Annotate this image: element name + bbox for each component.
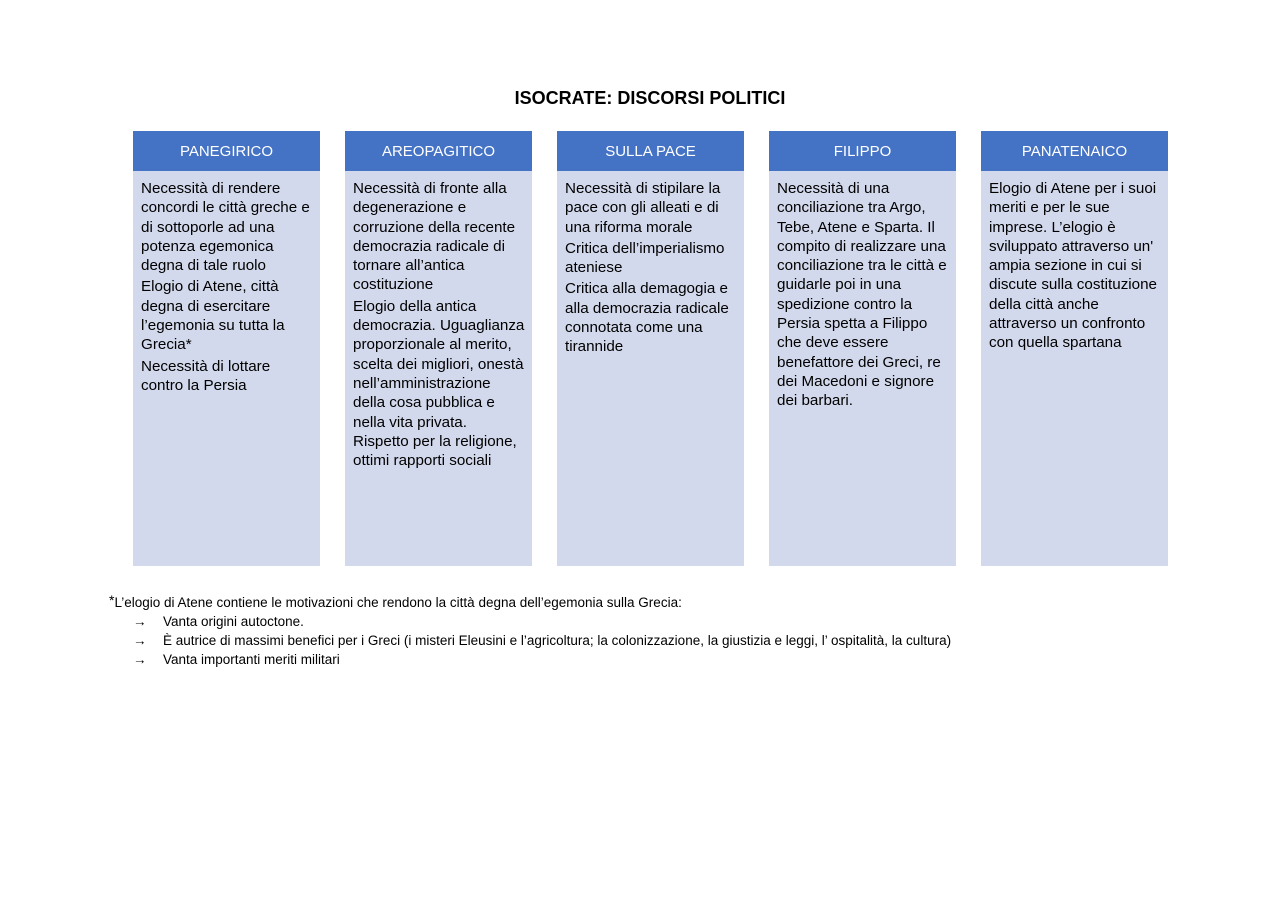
column-paragraph: Critica dell’imperialismo ateniese: [565, 239, 725, 277]
column-body: [557, 171, 744, 359]
column-paragraph: Elogio della antica democrazia. Uguaglianza proporzionale al merito, scelta dei migliori, onestà nell’amministrazione della cosa pubblica e nella vita privata. Rispetto per la religione, ottimi rapporti sociali: [353, 297, 525, 470]
column-header: FILIPPO: [769, 131, 956, 171]
footnote-item-text: Vanta origini autoctone.: [163, 614, 304, 629]
speeches-table: [133, 131, 1168, 566]
column-body: [345, 171, 532, 472]
column-areopagitico: [345, 131, 532, 566]
arrow-right-icon: →: [133, 633, 147, 648]
footnote-item: [133, 612, 951, 631]
column-paragraph: Elogio di Atene, città degna di esercitare l’egemonia su tutta la Grecia*: [141, 278, 285, 354]
column-header: PANEGIRICO: [133, 131, 320, 171]
column-header: AREOPAGITICO: [345, 131, 532, 171]
column-body: [133, 171, 320, 397]
footnote-item: [133, 631, 951, 650]
footnote-item-text: È autrice di massimi benefici per i Greci (i misteri Eleusini e l’agricoltura; la colonizzazione, la giustizia e leggi, l’ ospitalità, la cultura): [163, 633, 952, 648]
column-sulla-pace: [557, 131, 744, 566]
column-paragraph: Necessità di stipilare la pace con gli alleati e di una riforma morale: [565, 180, 721, 236]
column-panegirico: [133, 131, 320, 566]
footnote: [109, 591, 951, 669]
column-paragraph: Critica alla demagogia e alla democrazia radicale connotata come una tirannide: [565, 280, 729, 356]
column-body: [769, 171, 956, 413]
arrow-right-icon: →: [133, 614, 147, 629]
footnote-item: [133, 650, 951, 669]
column-body: [981, 171, 1168, 355]
column-paragraph: Necessità di lottare contro la Persia: [141, 357, 271, 394]
column-paragraph: Necessità di rendere concordi le città greche e di sottoporle ad una potenza egemonica degna di tale ruolo: [141, 180, 310, 275]
column-header: SULLA PACE: [557, 131, 744, 171]
column-panatenaico: [981, 131, 1168, 566]
footnote-item-text: Vanta importanti meriti militari: [163, 652, 340, 667]
footnote-intro: L’elogio di Atene contiene le motivazioni che rendono la città degna dell’egemonia sulla Grecia:: [114, 595, 682, 610]
page-title: ISOCRATE: DISCORSI POLITICI: [514, 88, 786, 108]
column-header: PANATENAICO: [981, 131, 1168, 171]
column-paragraph: Necessità di una conciliazione tra Argo, Tebe, Atene e Sparta. Il compito di realizzare una conciliazione tra le città e guidarle poi in una spedizione contro la Persia spetta a Filippo che deve essere benefattore dei Greci, re dei Macedoni e signore dei barbari.: [777, 180, 947, 410]
arrow-right-icon: →: [133, 652, 147, 667]
footnote-intro-line: [109, 591, 951, 612]
footnote-marker: *: [109, 592, 115, 608]
column-paragraph: Necessità di fronte alla degenerazione e corruzione della recente democrazia radicale di tornare all’antica costituzione: [353, 180, 516, 294]
column-paragraph: Elogio di Atene per i suoi meriti e per le sue imprese. L’elogio è sviluppato attraverso un' ampia sezione in cui si discute sulla costituzione della città anche attraverso un confronto con quella spartana: [989, 180, 1157, 352]
footnote-list: [109, 612, 951, 669]
column-filippo: [769, 131, 956, 566]
